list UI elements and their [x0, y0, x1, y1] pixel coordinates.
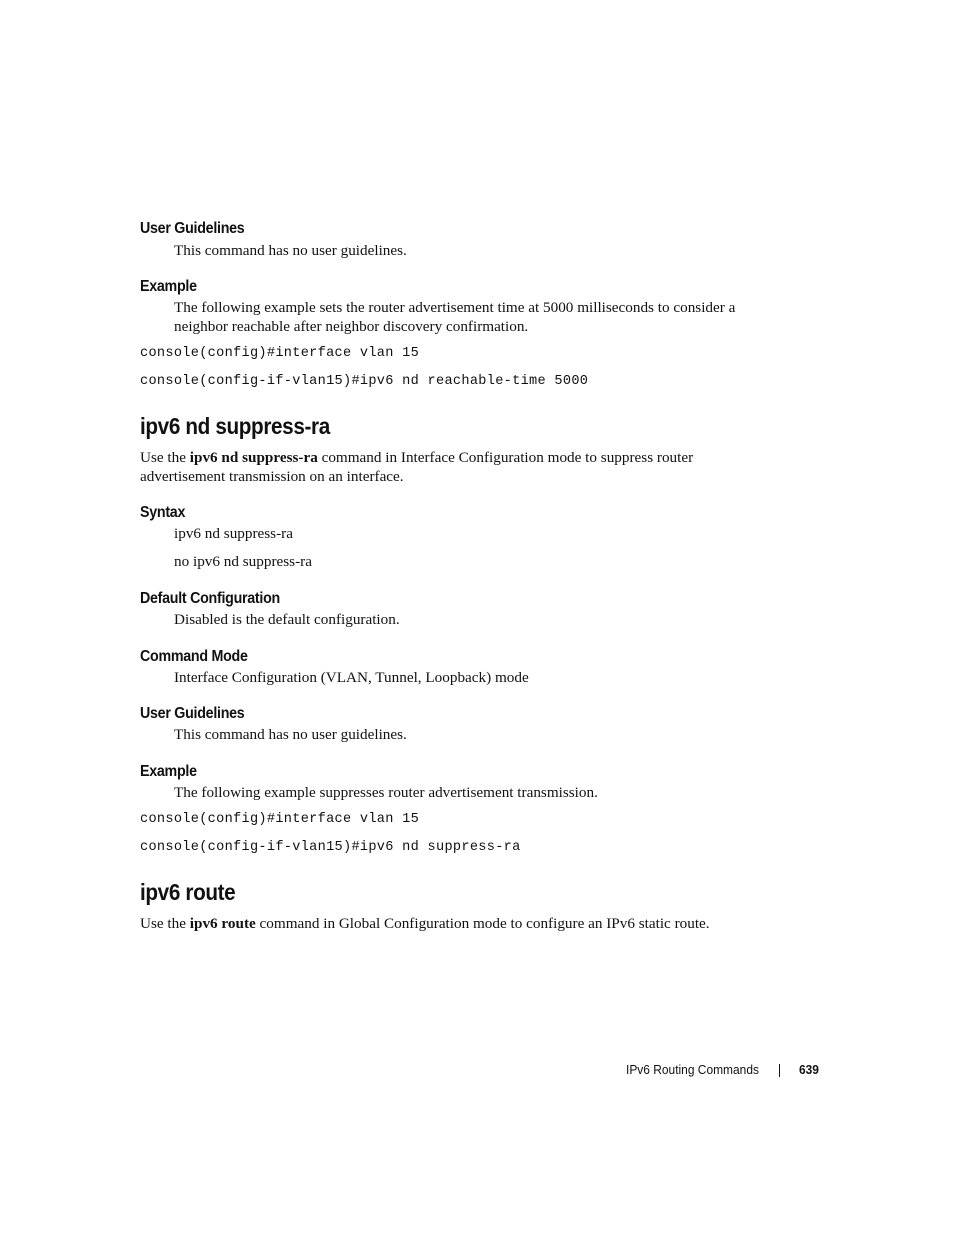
intro-suffix: command in Global Configuration mode to configure an IPv6 static route.	[255, 915, 710, 932]
syntax-line: no ipv6 nd suppress-ra	[174, 553, 312, 570]
intro-command: ipv6 nd suppress-ra	[189, 449, 318, 466]
example-heading: Example	[140, 278, 197, 295]
code-line: console(config)#interface vlan 15	[140, 346, 420, 361]
user-guidelines-text: This command has no user guidelines.	[174, 242, 407, 259]
intro-prefix: Use the	[140, 915, 190, 932]
intro-suffix: command in Interface Configuration mode to suppress router	[317, 449, 694, 466]
command-intro	[140, 914, 710, 933]
command-mode-heading: Command Mode	[140, 648, 248, 665]
command-title: ipv6 route	[140, 879, 236, 905]
default-configuration-text: Disabled is the default configuration.	[174, 611, 400, 628]
syntax-heading: Syntax	[140, 504, 186, 521]
footer-chapter-label: IPv6 Routing Commands	[626, 1062, 759, 1077]
command-intro	[140, 448, 693, 467]
code-line: console(config-if-vlan15)#ipv6 nd reachable-time 5000	[140, 374, 589, 389]
example-description: The following example suppresses router advertisement transmission.	[174, 784, 598, 801]
intro-prefix: Use the	[140, 449, 190, 466]
user-guidelines-text: This command has no user guidelines.	[174, 726, 407, 743]
command-mode-text: Interface Configuration (VLAN, Tunnel, Loopback) mode	[174, 669, 529, 686]
command-intro-line: advertisement transmission on an interface.	[140, 468, 404, 485]
syntax-line: ipv6 nd suppress-ra	[174, 525, 293, 542]
code-line: console(config)#interface vlan 15	[140, 812, 420, 827]
user-guidelines-heading: User Guidelines	[140, 705, 245, 722]
command-title: ipv6 nd suppress-ra	[140, 413, 330, 439]
footer-divider	[779, 1064, 780, 1077]
default-configuration-heading: Default Configuration	[140, 590, 280, 607]
code-line: console(config-if-vlan15)#ipv6 nd suppress-ra	[140, 840, 521, 855]
example-description-line: The following example sets the router advertisement time at 5000 milliseconds to consider a	[174, 299, 736, 316]
intro-command: ipv6 route	[189, 915, 256, 932]
example-heading: Example	[140, 763, 197, 780]
user-guidelines-heading: User Guidelines	[140, 220, 245, 237]
footer-page-number: 639	[799, 1062, 819, 1077]
example-description-line: neighbor reachable after neighbor discovery confirmation.	[174, 318, 529, 335]
